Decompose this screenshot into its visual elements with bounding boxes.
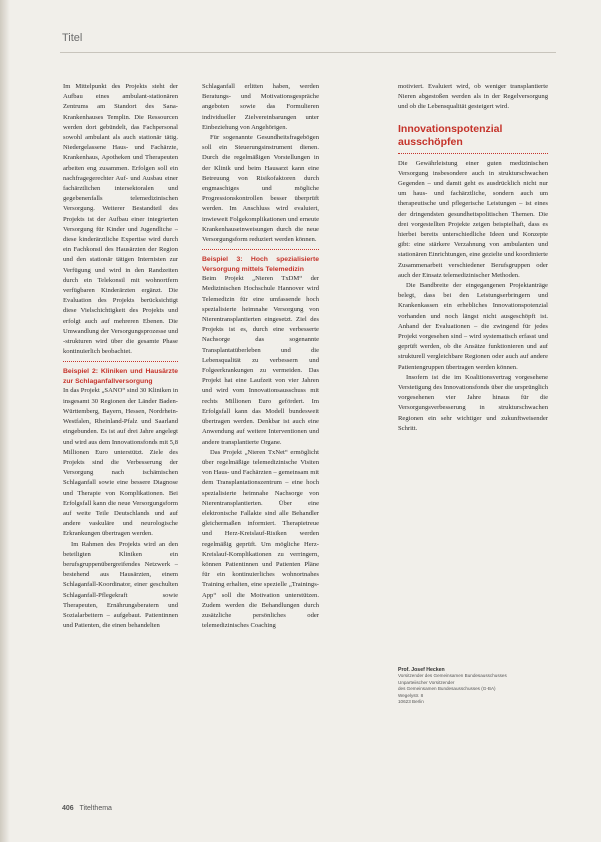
author-line: 10623 Berlin (398, 699, 424, 705)
page-number: 406 (62, 805, 74, 812)
author-line: des Gemeinsamen Bundesausschusses (G-BA) (398, 686, 496, 692)
page-footer (62, 805, 112, 812)
paragraph: Die Gewährleistung einer guten medizinischen Versorgung insbesondere auch in strukturschwachen Gegenden – und damit geht es ausdrücklich nicht nur um haus- und fachärztliche, sondern auch um therapeutische und pflegerische Leistungen – ist eines der dringendsten gesundheitspolitischen Themen. Die drei vorgestellten Projekte zeigen beispielhaft, dass es hierbei bereits unterschiedliche Ideen und Konzepte gibt: eine stärkere Verzahnung von ambulanten und stationären Einrichtungen, eine gezielte und koordinierte Zusammenarbeit verschiedener Berufsgruppen oder auch der Einsatz telemedizinischer Methoden. (398, 159, 548, 279)
paragraph: Insofern ist die im Koalitionsvertrag vorgesehene Verstetigung des Innovationsfonds über die ursprünglich vorgesehenen vier Jahre hinaus für die Versorgungsverbesserung in strukturschwachen Regionen ein sehr wichtiger und zukunftweisender Schritt. (398, 373, 548, 432)
paragraph: Im Mittelpunkt des Projekts steht der Aufbau eines ambulant-stationären Zentrums am Standort des Sana-Krankenhauses Templin. Die Ressourcen werden dort gebündelt, das Fachpersonal sowohl ambulant als auch stationär tätig. Niedergelassene Haus- und Fachärzte, Krankenhaus, Apotheken und Therapeuten arbeiten eng zusammen. Erfolgen soll ein nachfragegerechter Auf- und Ausbau einer fachärztlichen intersektoralen und gegebenenfalls telemedizinischen Versorgung. Weiterer Bestandteil des Projekts ist der Aufbau einer integrierten Versorgung für Kinder und Jugendliche – diese kinderärztliche Expertise wird durch ein Fachkonsil des Hausärzten der Region und den stationär tätigen Internisten zur Verfügung und wird in den Randzeiten durch ein Telekonsil mit wohnortfern verfügbaren Kinderärzten ergänzt. Die Evaluation des Projekts berücksichtigt diese Vielschichtigkeit des Projekts und erfolgt auch auf mehreren Ebenen. Die Umwandlung der Versorgungsprozesse und -strukturen wird über die gesamte Phase kontinuierlich beobachtet. (63, 83, 178, 356)
subheading: Beispiel 2: Kliniken und Hausärzte zur Schlaganfallversorgung (63, 368, 178, 385)
paragraph: Im Rahmen des Projekts wird an den beteiligten Kliniken ein berufsgruppenübergreifendes Netzwerk – bestehend aus Hausärzten, einem Schlaganfall-Koordinator, einer geschulten Schlaganfall-Pflegekraft sowie Therapeuten, Ernährungsberatern und Sozialarbeitern – aufgebaut. Patientinnen und Patienten, die einen behandelten (63, 540, 178, 630)
paragraph: Das Projekt „Nieren TxNet“ ermöglicht über regelmäßige telemedizinische Visiten von Haus- und Fachärzten – gemeinsam mit dem Transplantationszentrum – eine hoch spezialisierte heimnahe Nachsorge von Nierentransplantierten. Über eine elektronische Fallakte sind alle Behandler gleichermaßen informiert. Therapietreue und Herz-Kreislauf-Risiken werden regelmäßig geprüft. Um mögliche Herz-Kreislauf-Komplikationen zu verringern, können Patientinnen und Patienten Pläne für ein kontinuierliches wohnortnahes Training erhalten, eine spezielle „Trainings-App“ soll die Motivation unterstützen. Zudem werden die Behandlungen durch zusätzliche persönliches oder telemedizinisches Coaching (202, 448, 319, 630)
column-2 (202, 82, 319, 782)
section-heading: Innovationspotenzial ausschöpfen (398, 122, 503, 148)
author-block (398, 667, 548, 705)
paragraph: In das Projekt „SANO“ sind 30 Kliniken in insgesamt 30 Regionen der Länder Baden-Württemberg, Bayern, Hessen, Nordrhein-Westfalen, Rheinland-Pfalz und Saarland eingebunden. Es ist auf drei Jahre angelegt und wird aus dem Innovationsfonds mit 5,8 Millionen Euro unterstützt. Ziele des Projekts sind die Verbesserung der Versorgung nach ischämischen Schlaganfall sowie eine bessere Diagnose und Therapie von Komplikationen. Bei Erfolgsfall kann die neue Versorgungsform auf weite Teile Deutschlands und auf andere vaskuläre und neurologische Erkrankungen übertragen werden. (63, 387, 178, 538)
column-1 (63, 82, 178, 782)
subheading: Beispiel 3: Hoch spezialisierte Versorgung mittels Telemedizin (202, 256, 319, 273)
header-rule (60, 52, 556, 53)
author-line: Vorsitzender des Gemeinsamen Bundesausschusses (398, 673, 507, 679)
section-tag: Titel (62, 32, 83, 44)
divider (398, 153, 548, 154)
divider (202, 249, 319, 250)
footer-label: Titelthema (79, 805, 112, 812)
paragraph: Beim Projekt „Nieren TxDM“ der Medizinischen Hochschule Hannover wird Telemedizin für eine umfassende hoch spezialisierte heimnahe Versorgung von Nierentransplantierten eingesetzt. Ziel des Projekts ist es, durch eine verbesserte Nachsorge das sogenannte Transplantatüberleben und die Lebensqualität zu verbessern und Folgeerkrankungen zu vermeiden. Das Projekt hat eine Laufzeit von vier Jahren und wird vom Innovationsausschuss mit rechts Millionen Euro gefördert. Im Erfolgsfall kann das Modell bundesweit übertragen werden. Denkbar ist auch eine Anwendung auf weitere Interventionen und andere transplantierte Organe. (202, 275, 319, 446)
paragraph: Schlaganfall erlitten haben, werden Beratungs- und Motivationsgespräche angeboten sowie das Formulieren individueller Zielvereinbarungen unter Einbeziehung von Angehörigen. (202, 83, 319, 131)
page-binding-edge (0, 0, 10, 842)
author-line: Unparteiischer Vorsitzender (398, 679, 455, 685)
paragraph: Für sogenannte Gesundheitsfragebögen soll ein Steuerungsinstrument dienen. Durch die regelmäßigen Vorstellungen in der Klinik und beim Hausarzt kann eine Betreuung von Risikofaktoren durch engmaschiges und mögliche Progressionskontrollen besser überprüft werden. Im Anschluss wird evaluiert, inwieweit Folgekomplikationen und erneute Krankenhauseinweisungen durch die neue Versorgungsform reduziert werden können. (202, 134, 319, 244)
author-line: Wegelystr. 8 (398, 692, 424, 698)
column-3 (398, 82, 548, 662)
paragraph: Die Bandbreite der eingegangenen Projektanträge belegt, dass bei den Leistungserbringern und Krankenkassen ein erhebliches Innovationspotenzial vorhanden und noch längst nicht ausgeschöpft ist. Anhand der Evaluationen – die zwingend für jedes Projekt vorgesehen sind – wird systematisch erfasst und geprüft werden, ob die Ansätze funktionieren und auf strukturell vergleichbare Regionen oder auch auf andere Patientengruppen übertragen werden können. (398, 282, 548, 371)
paragraph: motiviert. Evaluiert wird, ob weniger transplantierte Nieren abgestoßen werden als in der Regelversorgung und ob die Lebensqualität gesteigert wird. (398, 83, 548, 111)
divider (63, 361, 178, 362)
author-name: Prof. Josef Hecken (398, 667, 445, 673)
